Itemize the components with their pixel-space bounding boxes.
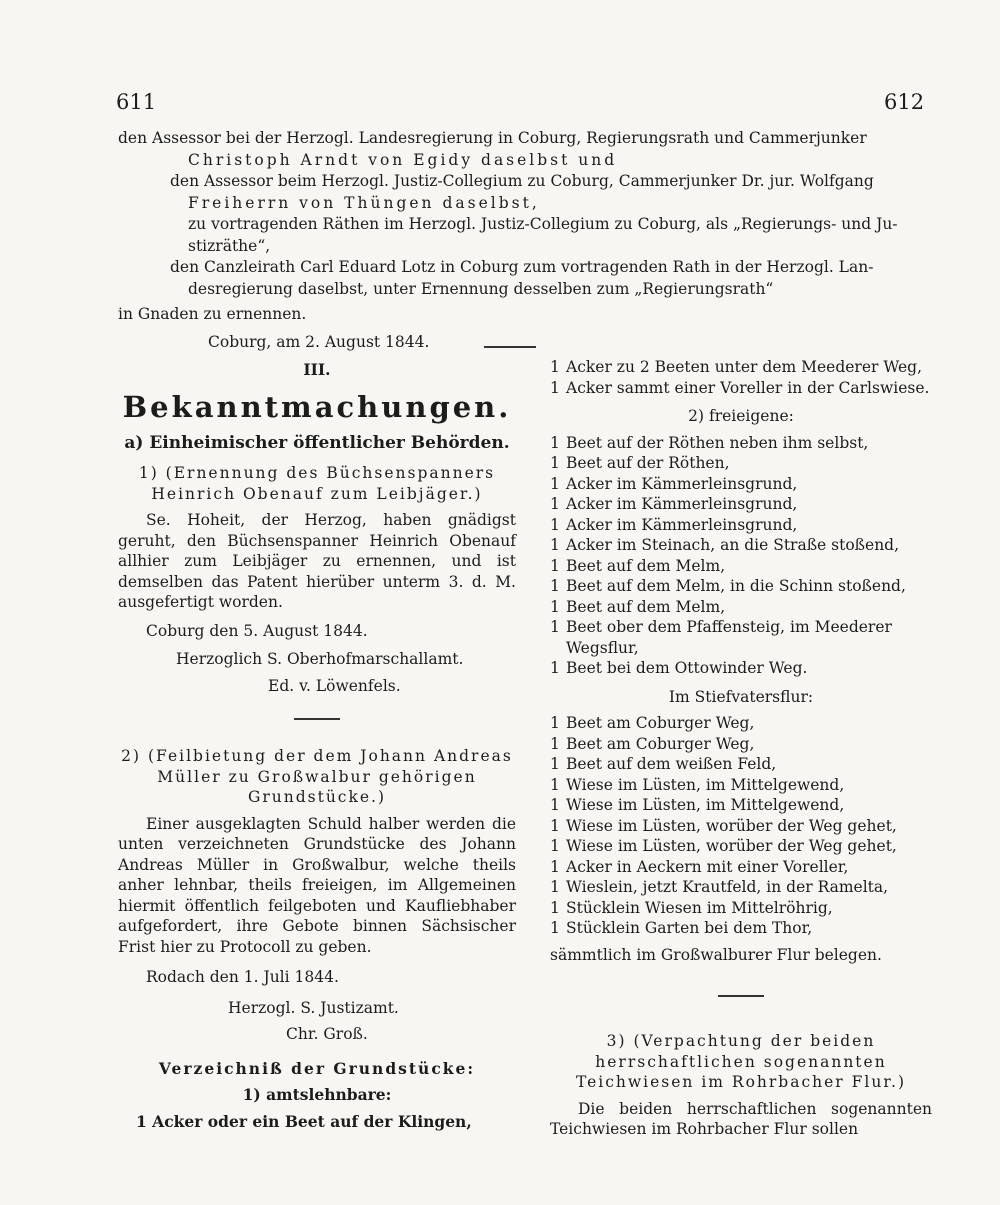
closing-line: in Gnaden zu ernennen. <box>118 305 307 323</box>
appointment-line: den Assessor bei der Herzogl. Landesregierung in Coburg, Regierungsrath und Cammerjunker <box>118 129 867 147</box>
list-item: 1 Beet auf der Röthen neben ihm selbst, <box>550 433 869 452</box>
list-item: 1 Acker im Kämmerleinsgrund, <box>550 495 798 513</box>
appointment-line: stizräthe“, <box>188 236 271 255</box>
page-number-left: 611 <box>116 90 157 114</box>
list-item: 1 Beet ober dem Pfaffensteig, im Meederer Wegsflur, <box>550 618 892 657</box>
top-section <box>118 128 938 353</box>
list-first-item: 1 Acker oder ein Beet auf der Klingen, <box>136 1111 472 1131</box>
list-item: 1 Stücklein Garten bei dem Thor, <box>550 919 813 937</box>
place-date: Coburg, am 2. August 1844. <box>208 332 430 351</box>
list-item: 1 Beet auf dem Melm, <box>550 556 726 575</box>
notice-2-authority: Herzogl. S. Justizamt. <box>228 998 399 1017</box>
list-subtitle: 1) amtslehnbare: <box>242 1085 392 1104</box>
list-item: 1 Wiese im Lüsten, worüber der Weg gehet, <box>550 816 897 835</box>
separator-rule <box>718 995 764 997</box>
separator-rule <box>294 718 340 720</box>
stiefvater-title: Im Stiefvatersflur: <box>668 687 814 706</box>
notice-2-signature: Chr. Groß. <box>286 1025 368 1043</box>
notice-1-title: 1) (Ernennung des Büchsenspanners Heinrich Obenauf zum Leibjäger.) <box>138 464 496 503</box>
notice-3-body: Die beiden herrschaftlichen sogenannten Teichwiesen im Rohrbacher Flur sollen <box>550 1099 932 1138</box>
list-item: 1 Beet am Coburger Weg, <box>550 714 755 732</box>
list-item: 1 Acker in Aeckern mit einer Voreller, <box>550 857 849 876</box>
section-number: III. <box>303 360 331 379</box>
list-item: 1 Wiese im Lüsten, im Mittelgewend, <box>550 796 845 814</box>
list-item: 1 Beet am Coburger Weg, <box>550 734 755 753</box>
appointment-line: den Assessor beim Herzogl. Justiz-Collegium zu Coburg, Cammerjunker Dr. jur. Wolfgang <box>170 172 874 190</box>
notice-3-title: 3) (Verpachtung der beiden herrschaftlichen sogenannten Teichwiesen im Rohrbacher Flur.) <box>575 1032 907 1091</box>
notice-2-title: 2) (Feilbietung der dem Johann Andreas Müller zu Großwalbur gehörigen Grundstücke.) <box>121 747 513 806</box>
list-item: 1 Beet auf dem Melm, in die Schinn stoßend, <box>550 577 906 595</box>
list-item: 1 Acker im Kämmerleinsgrund, <box>550 474 798 493</box>
notice-1-authority: Herzoglich S. Oberhofmarschallamt. <box>176 650 464 668</box>
subsection-title: a) Einheimischer öffentlicher Behörden. <box>124 432 510 453</box>
notice-1-body: Se. Hoheit, der Herzog, haben gnädigst geruht, den Büchsenspanner Heinrich Obenauf allhier zum Leibjäger zu ernennen, und ist demselben das Patent hierüber unterm 3. d. M. ausgefertigt worden. <box>118 511 516 611</box>
notice-1-signature: Ed. v. Löwenfels. <box>268 676 401 695</box>
list-item: 1 Acker im Steinach, an die Straße stoßend, <box>550 536 900 554</box>
list-item: 1 Wieslein, jetzt Krautfeld, in der Ramelta, <box>550 878 889 896</box>
list-item: 1 Wiese im Lüsten, worüber der Weg gehet, <box>550 837 897 855</box>
appointment-line: den Canzleirath Carl Eduard Lotz in Coburg zum vortragenden Rath in der Herzogl. Lan- <box>170 258 874 276</box>
list-item: 1 Wiese im Lüsten, im Mittelgewend, <box>550 775 845 794</box>
appointment-line: zu vortragenden Räthen im Herzogl. Justiz-Collegium zu Coburg, als „Regierungs- und Ju- <box>188 215 898 233</box>
separator-rule <box>484 346 536 348</box>
appointment-line: Christoph Arndt von Egidy daselbst und <box>188 150 618 169</box>
page-number-right: 612 <box>884 90 925 114</box>
left-column <box>118 360 516 1132</box>
appointment-line: Freiherrn von Thüngen daselbst, <box>188 193 540 212</box>
location-summary: sämmtlich im Großwalburer Flur belegen. <box>550 945 882 964</box>
list-title: Verzeichniß der Grundstücke: <box>158 1058 476 1078</box>
list-item: 1 Acker zu 2 Beeten unter dem Meederer Weg, <box>550 358 923 376</box>
right-column <box>550 357 932 1140</box>
freieigene-title: 2) freieigene: <box>688 407 794 425</box>
list-item: 1 Beet auf dem weißen Feld, <box>550 755 777 773</box>
list-item: 1 Stücklein Wiesen im Mittelröhrig, <box>550 898 833 917</box>
list-item: 1 Acker im Kämmerleinsgrund, <box>550 515 798 534</box>
list-item: 1 Beet auf der Röthen, <box>550 454 730 472</box>
notice-2-body: Einer ausgeklagten Schuld halber werden die unten verzeichneten Grundstücke des Johann Andreas Müller in Großwalbur, welche theils anher lehnbar, theils freieigen, im Allgemeinen hiermit öffentlich feilgeboten und Kaufliebhaber aufgefordert, ihre Gebote binnen Sächsischer Frist hier zu Protocoll zu geben. <box>118 814 516 956</box>
list-item: 1 Acker sammt einer Voreller in der Carlswiese. <box>550 378 930 397</box>
list-item: 1 Beet bei dem Ottowinder Weg. <box>550 659 808 677</box>
list-item: 1 Beet auf dem Melm, <box>550 597 726 616</box>
notice-2-date: Rodach den 1. Juli 1844. <box>146 968 339 986</box>
section-title: Bekanntmachungen. <box>122 389 512 424</box>
notice-1-date: Coburg den 5. August 1844. <box>146 621 368 640</box>
appointment-line: desregierung daselbst, unter Ernennung desselben zum „Regierungsrath“ <box>188 279 774 298</box>
